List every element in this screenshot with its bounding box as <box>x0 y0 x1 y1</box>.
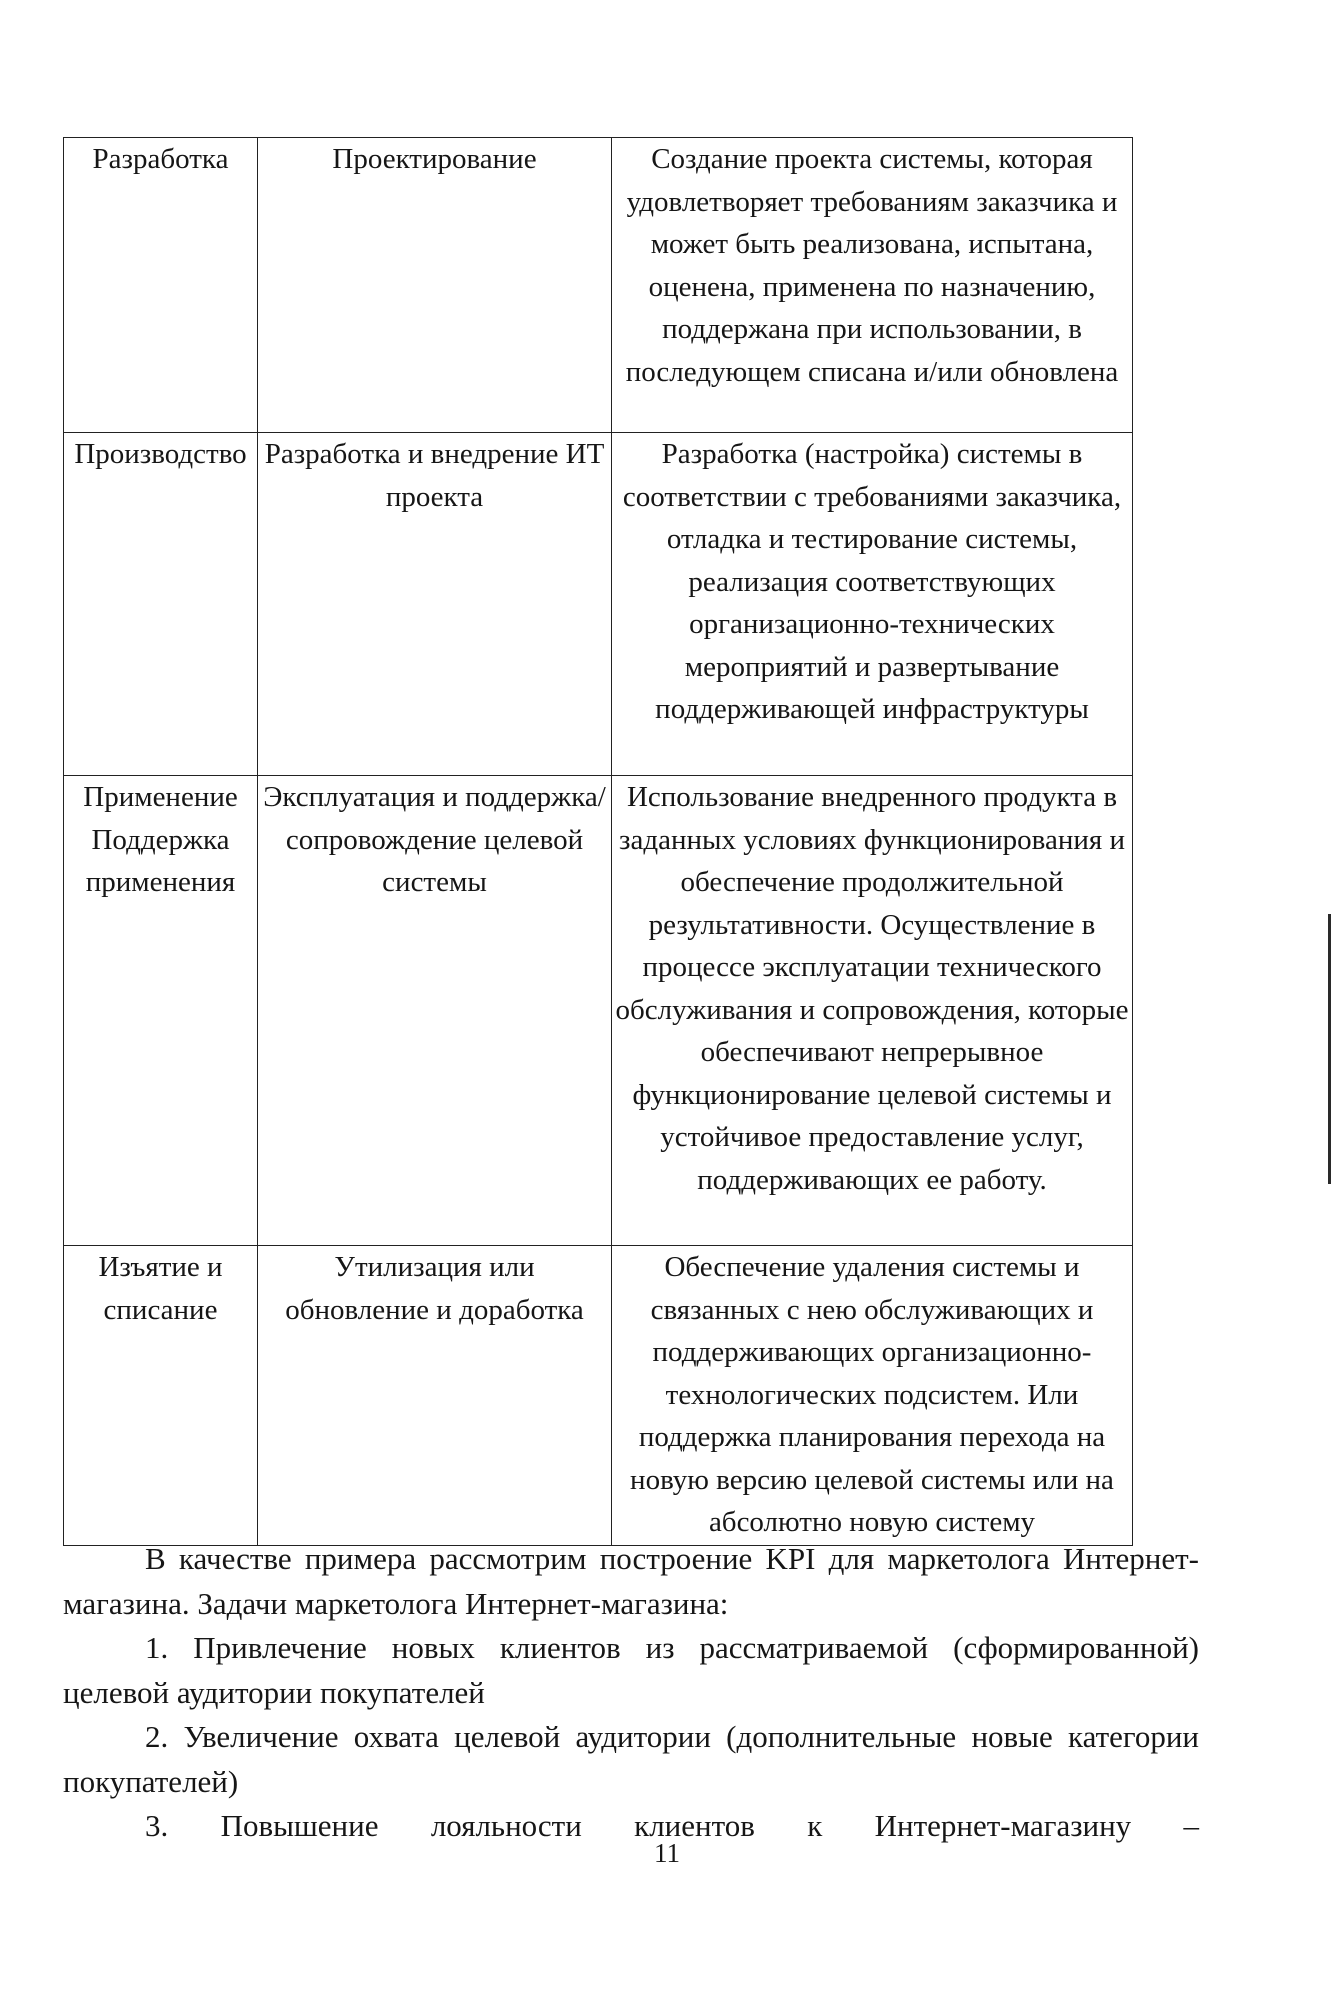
page-number: 11 <box>654 1838 680 1868</box>
table-row <box>64 776 1133 1246</box>
table-row <box>64 1246 1133 1546</box>
body-text <box>63 1537 1199 1849</box>
description-cell: Создание проекта системы, которая удовлетворяет требованиям заказчика и может быть реализована, испытана, оценена, применена по назначению, поддержана при использовании, в последующем списана и/или обновлена <box>612 138 1133 433</box>
stage-cell: Применение Поддержка применения <box>64 776 258 1246</box>
table-row <box>64 138 1133 433</box>
stage-cell: Производство <box>64 433 258 776</box>
process-cell: Проектирование <box>258 138 612 433</box>
description-cell: Разработка (настройка) системы в соответствии с требованиями заказчика, отладка и тестирование системы, реализация соответствующих организационно-технических мероприятий и развертывание поддерживающей инфраструктуры <box>612 433 1133 776</box>
scan-edge-mark <box>1328 914 1331 1184</box>
process-cell: Эксплуатация и поддержка/сопровождение целевой системы <box>258 776 612 1246</box>
description-cell: Обеспечение удаления системы и связанных с нею обслуживающих и поддерживающих организационно-технологических подсистем. Или поддержка планирования перехода на новую версию целевой системы или на абсолютно новую систему <box>612 1246 1133 1546</box>
list-item: 2. Увеличение охвата целевой аудитории (дополнительные новые категории покупателей) <box>63 1719 1199 1799</box>
process-cell: Разработка и внедрение ИТ проекта <box>258 433 612 776</box>
table-row <box>64 433 1133 776</box>
list-item: 1. Привлечение новых клиентов из рассматриваемой (сформированной) целевой аудитории покупателей <box>63 1630 1199 1710</box>
description-cell: Использование внедренного продукта в заданных условиях функционирования и обеспечение продолжительной результативности. Осуществление в процессе эксплуатации технического обслуживания и сопровождения, которые обеспечивают непрерывное функционирование целевой системы и устойчивое предоставление услуг, поддерживающих ее работу. <box>612 776 1133 1246</box>
stage-cell: Изъятие и списание <box>64 1246 258 1546</box>
list-item: 3. Повышение лояльности клиентов к Интернет-магазину – <box>145 1808 1199 1843</box>
process-cell: Утилизация или обновление и доработка <box>258 1246 612 1546</box>
lifecycle-table <box>63 137 1133 1546</box>
stage-cell: Разработка <box>64 138 258 433</box>
intro-paragraph: В качестве примера рассмотрим построение KPI для маркетолога Интернет-магазина. Задачи маркетолога Интернет-магазина: <box>63 1541 1199 1621</box>
